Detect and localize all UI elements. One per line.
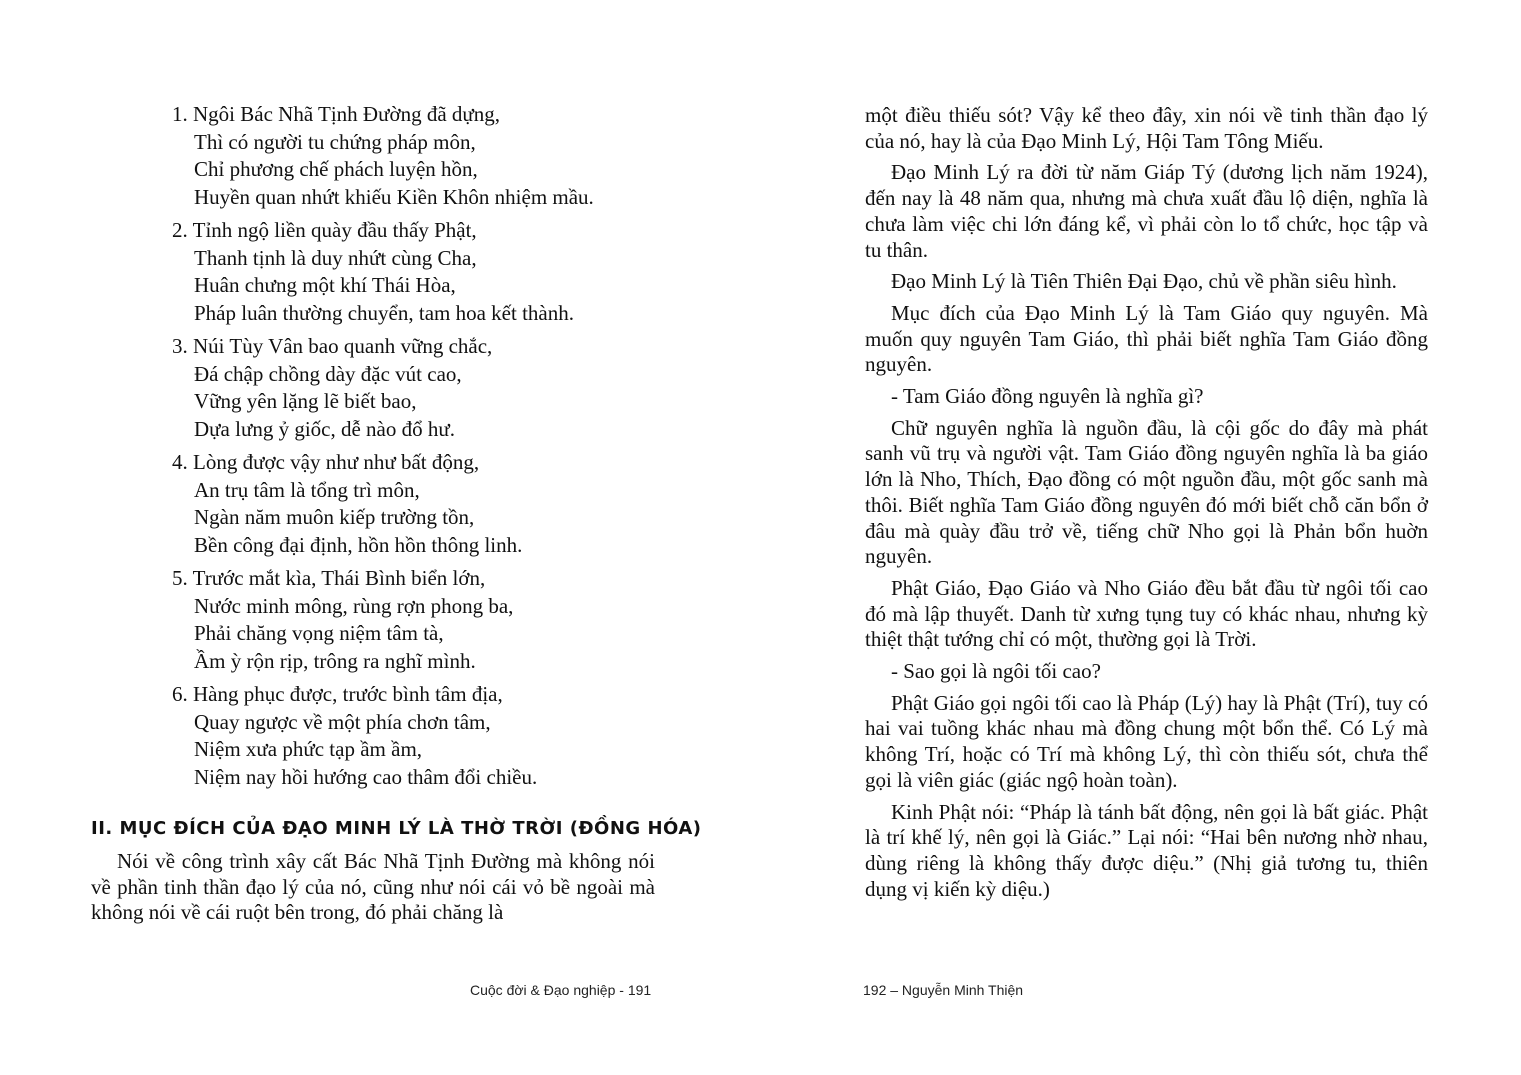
poem-stanza-first-line bbox=[172, 449, 672, 477]
page-footer-left: Cuộc đời & Đạo nghiệp - 191 bbox=[470, 982, 652, 998]
section-heading: II. MỤC ĐÍCH CỦA ĐẠO MINH LÝ LÀ THỜ TRỜI (ĐỒNG HÓA) bbox=[91, 818, 702, 839]
poem-stanza-first-line bbox=[172, 217, 672, 245]
poem-line bbox=[172, 648, 672, 676]
poem-stanza bbox=[172, 449, 672, 559]
poem-line bbox=[172, 272, 672, 300]
stanza-number: 2. bbox=[172, 218, 188, 242]
poem-line bbox=[172, 361, 672, 389]
poem-line-text: Núi Tùy Vân bao quanh vững chắc, bbox=[193, 334, 493, 358]
poem-line-text: Phải chăng vọng niệm tâm tà, bbox=[194, 621, 444, 645]
poem-line bbox=[172, 156, 672, 184]
paragraph: một điều thiếu sót? Vậy kể theo đây, xin nói về tinh thần đạo lý của nó, hay là của Đạo Minh Lý, Hội Tam Tông Miếu. bbox=[865, 103, 1428, 153]
poem-line bbox=[172, 504, 672, 532]
poem-line-text: Pháp luân thường chuyển, tam hoa kết thành. bbox=[194, 300, 574, 325]
question-line: - Sao gọi là ngôi tối cao? bbox=[891, 659, 1101, 684]
poem-line bbox=[172, 416, 672, 444]
poem-stanza-first-line bbox=[172, 101, 672, 129]
left-page-body bbox=[91, 849, 655, 932]
poem-line-text: Niệm xưa phức tạp ầm ầm, bbox=[194, 737, 423, 761]
poem-stanza-first-line bbox=[172, 333, 672, 361]
poem-line bbox=[172, 129, 672, 157]
poem-line bbox=[172, 477, 672, 505]
paragraph: Phật Giáo gọi ngôi tối cao là Pháp (Lý) hay là Phật (Trí), tuy có hai vai tuồng khác nhau mà đồng chung một bổn thể. Có Lý mà không Trí, hoặc có Trí mà không Lý, thì còn thiếu sót, chưa thể gọi là viên giác (giác ngộ hoàn toàn). bbox=[865, 690, 1428, 792]
right-page bbox=[760, 0, 1521, 1075]
poem-line-text: Quay ngược về một phía chơn tâm, bbox=[194, 709, 491, 734]
poem-line-text: Ngàn năm muôn kiếp trường tồn, bbox=[194, 505, 475, 529]
poem-line bbox=[172, 709, 672, 737]
poem-line-text: Bền công đại định, hồn hồn thông linh. bbox=[194, 532, 523, 557]
page-footer-right: 192 – Nguyễn Minh Thiện bbox=[863, 982, 1024, 998]
poem-line-text: Niệm nay hồi hướng cao thâm đổi chiều. bbox=[194, 764, 538, 789]
poem-line bbox=[172, 245, 672, 273]
poem-line-text: Thì có người tu chứng pháp môn, bbox=[194, 129, 476, 154]
poem-line-text: Ngôi Bác Nhã Tịnh Đường đã dựng, bbox=[193, 102, 501, 126]
poem-stanza bbox=[172, 681, 672, 791]
paragraph: Đạo Minh Lý ra đời từ năm Giáp Tý (dương lịch năm 1924), đến nay là 48 năm qua, nhưng mà chưa xuất đầu lộ diện, nghĩa là chưa làm việc chi lớn đáng kể, vì phải còn lo tổ chức, học tập và tu thân. bbox=[865, 160, 1428, 262]
poem-line-text: Tỉnh ngộ liền quày đầu thấy Phật, bbox=[192, 218, 477, 242]
stanza-number: 4. bbox=[172, 450, 188, 474]
poem-stanza bbox=[172, 565, 672, 675]
poem-line bbox=[172, 593, 672, 621]
poem-line-text: Vững yên lặng lẽ biết bao, bbox=[194, 389, 417, 413]
stanza-number: 5. bbox=[172, 566, 188, 590]
paragraph: Nói về công trình xây cất Bác Nhã Tịnh Đường mà không nói về phần tinh thần đạo lý của nó, cũng như nói cái vỏ bề ngoài mà không nói về cái ruột bên trong, đó phải chăng là bbox=[91, 849, 655, 925]
poem-line-text: Ầm ỳ rộn rịp, trông ra nghĩ mình. bbox=[194, 648, 476, 673]
poem-stanza-first-line bbox=[172, 681, 672, 709]
poem-line-text: Đá chập chồng dày đặc vút cao, bbox=[194, 361, 462, 386]
poem-line-text: Thanh tịnh là duy nhứt cùng Cha, bbox=[194, 245, 477, 270]
stanza-number: 6. bbox=[172, 682, 188, 706]
poem-stanza bbox=[172, 217, 672, 327]
poem-line-text: Lòng được vậy như như bất động, bbox=[193, 450, 480, 474]
question-line: - Tam Giáo đồng nguyên là nghĩa gì? bbox=[891, 384, 1204, 409]
poem-line bbox=[172, 388, 672, 416]
poem-line bbox=[172, 764, 672, 792]
poem bbox=[172, 101, 672, 797]
poem-line-text: An trụ tâm là tổng trì môn, bbox=[194, 477, 420, 502]
poem-stanza bbox=[172, 333, 672, 443]
poem-line bbox=[172, 620, 672, 648]
poem-line bbox=[172, 300, 672, 328]
poem-stanza bbox=[172, 101, 672, 211]
poem-line-text: Dựa lưng ỷ giốc, dễ nào đổ hư. bbox=[194, 416, 456, 441]
poem-line bbox=[172, 736, 672, 764]
poem-line-text: Trước mắt kìa, Thái Bình biển lớn, bbox=[192, 566, 486, 590]
poem-line bbox=[172, 532, 672, 560]
poem-line-text: Hàng phục được, trước bình tâm địa, bbox=[193, 682, 503, 706]
poem-line-text: Nước minh mông, rùng rợn phong ba, bbox=[194, 593, 514, 618]
paragraph: Phật Giáo, Đạo Giáo và Nho Giáo đều bắt đầu từ ngôi tối cao đó mà lập thuyết. Danh từ xưng tụng tuy có khác nhau, nhưng kỳ thiệt thật tướng chỉ có một, thường gọi là Trời. bbox=[865, 575, 1428, 652]
paragraph: Chữ nguyên nghĩa là nguồn đầu, là cội gốc do đây mà phát sanh vũ trụ và người vật. Tam Giáo đồng nguyên nghĩa là ba giáo lớn là Nho, Thích, Đạo đồng có một nguồn đầu, một gốc sanh mà thôi. Biết nghĩa Tam Giáo đồng nguyên đó mới biết chỗ căn bổn ở đâu mà quày đầu trở về, tiếng chữ Nho gọi là Phản bổn huờn nguyên. bbox=[865, 415, 1428, 569]
poem-line-text: Chỉ phương chế phách luyện hồn, bbox=[194, 157, 478, 181]
left-page bbox=[0, 0, 760, 1075]
paragraph: Đạo Minh Lý là Tiên Thiên Đại Đạo, chủ về phần siêu hình. bbox=[891, 269, 1397, 294]
paragraph: Mục đích của Đạo Minh Lý là Tam Giáo quy nguyên. Mà muốn quy nguyên Tam Giáo, thì phải biết nghĩa Tam Giáo đồng nguyên. bbox=[865, 300, 1428, 377]
poem-stanza-first-line bbox=[172, 565, 672, 593]
poem-line-text: Huyền quan nhứt khiếu Kiền Khôn nhiệm mầu. bbox=[194, 184, 594, 209]
right-page-body bbox=[865, 103, 1428, 908]
stanza-number: 3. bbox=[172, 334, 188, 358]
paragraph: Kinh Phật nói: “Pháp là tánh bất động, nên gọi là bất giác. Phật là trí khế lý, nên gọi là Giác.” Lại nói: “Hai bên nương nhờ nhau, dùng riêng là không thấy được diệu.” (Nhị giả tương tu, thiên dụng vị kiến kỳ diệu.) bbox=[865, 799, 1428, 901]
stanza-number: 1. bbox=[172, 102, 188, 126]
poem-line bbox=[172, 184, 672, 212]
poem-line-text: Huân chưng một khí Thái Hòa, bbox=[194, 273, 456, 297]
